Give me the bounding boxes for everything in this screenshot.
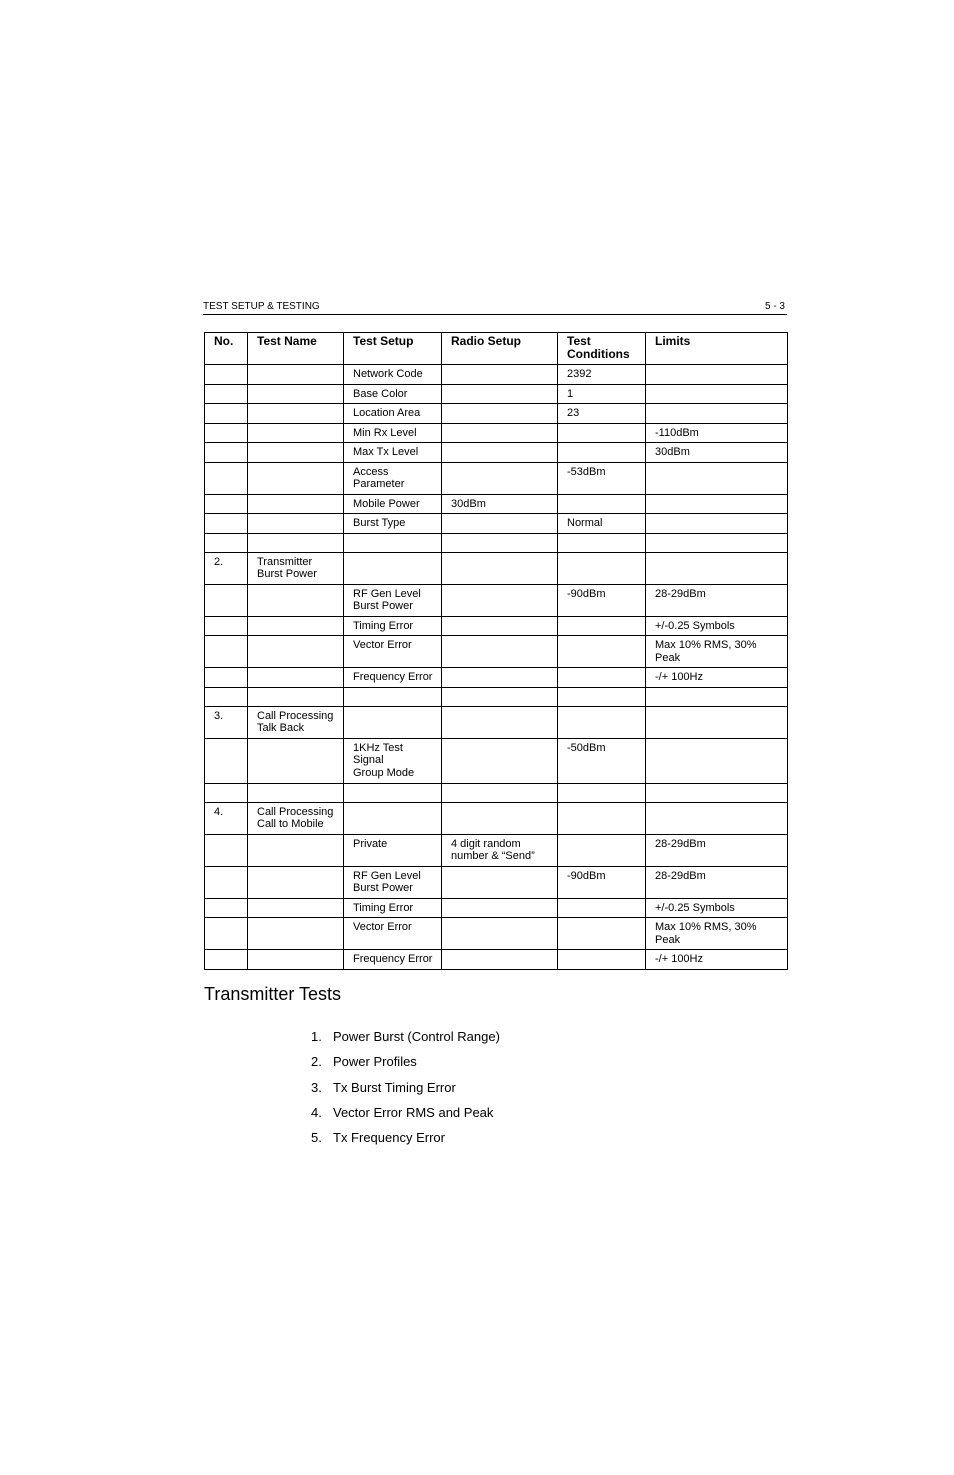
cell-radio-setup bbox=[442, 584, 558, 616]
table-row bbox=[205, 834, 788, 866]
list-item bbox=[311, 1029, 500, 1045]
list-item-number: 3. bbox=[311, 1079, 322, 1095]
cell-test-conditions bbox=[558, 494, 646, 514]
cell-radio-setup bbox=[442, 706, 558, 738]
page-number: 5 - 3 bbox=[764, 301, 785, 312]
cell-limits bbox=[646, 552, 788, 584]
col-header-limits: Limits bbox=[646, 333, 788, 365]
cell-test-setup bbox=[344, 552, 442, 584]
table-row bbox=[205, 950, 788, 970]
table-row bbox=[205, 443, 788, 463]
cell-test-setup bbox=[344, 802, 442, 834]
list-item-number: 5. bbox=[311, 1130, 322, 1146]
cell-test-setup: Frequency Error bbox=[344, 950, 442, 970]
cell-test-conditions: -53dBm bbox=[558, 462, 646, 494]
table-body bbox=[205, 365, 788, 970]
table-row bbox=[205, 636, 788, 668]
cell-test-conditions: 23 bbox=[558, 404, 646, 424]
cell-limits bbox=[646, 365, 788, 385]
cell-limits: 28-29dBm bbox=[646, 866, 788, 898]
table-row bbox=[205, 552, 788, 584]
list-item bbox=[311, 1130, 500, 1146]
cell-no bbox=[205, 616, 248, 636]
cell-test-name bbox=[248, 514, 344, 534]
cell-test-setup: Timing Error bbox=[344, 898, 442, 918]
cell-test-name bbox=[248, 443, 344, 463]
list-item-number: 2. bbox=[311, 1054, 322, 1070]
cell-test-setup: Access Parameter bbox=[344, 462, 442, 494]
cell-test-name bbox=[248, 365, 344, 385]
cell-no bbox=[205, 738, 248, 783]
cell-no: 4. bbox=[205, 802, 248, 834]
cell-test-name bbox=[248, 834, 344, 866]
col-header-test-conditions: Test Conditions bbox=[558, 333, 646, 365]
page-header bbox=[203, 300, 787, 315]
table-row bbox=[205, 404, 788, 424]
cell-no bbox=[205, 898, 248, 918]
cell-no bbox=[205, 783, 248, 802]
list-item-text: Power Burst (Control Range) bbox=[333, 1029, 500, 1044]
cell-radio-setup bbox=[442, 866, 558, 898]
table-row bbox=[205, 514, 788, 534]
cell-no bbox=[205, 423, 248, 443]
cell-test-setup: Location Area bbox=[344, 404, 442, 424]
cell-test-name bbox=[248, 866, 344, 898]
cell-radio-setup bbox=[442, 514, 558, 534]
cell-test-conditions bbox=[558, 636, 646, 668]
cell-test-name: Call Processing Talk Back bbox=[248, 706, 344, 738]
cell-limits bbox=[646, 738, 788, 783]
table-row bbox=[205, 802, 788, 834]
cell-test-conditions: 2392 bbox=[558, 365, 646, 385]
list-item-text: Vector Error RMS and Peak bbox=[333, 1104, 494, 1120]
cell-limits bbox=[646, 687, 788, 706]
cell-limits: 30dBm bbox=[646, 443, 788, 463]
table-row bbox=[205, 423, 788, 443]
cell-test-name bbox=[248, 462, 344, 494]
cell-test-conditions bbox=[558, 668, 646, 688]
cell-test-setup: Max Tx Level bbox=[344, 443, 442, 463]
cell-radio-setup bbox=[442, 384, 558, 404]
cell-test-setup: Mobile Power bbox=[344, 494, 442, 514]
list-item-number: 4. bbox=[311, 1104, 322, 1120]
cell-no: 2. bbox=[205, 552, 248, 584]
cell-limits: -110dBm bbox=[646, 423, 788, 443]
table-row bbox=[205, 866, 788, 898]
cell-test-setup: Frequency Error bbox=[344, 668, 442, 688]
cell-test-conditions bbox=[558, 552, 646, 584]
cell-test-name bbox=[248, 384, 344, 404]
section-label: TEST SETUP & TESTING bbox=[203, 301, 320, 312]
cell-no: 3. bbox=[205, 706, 248, 738]
table-row bbox=[205, 616, 788, 636]
table-row bbox=[205, 365, 788, 385]
cell-radio-setup bbox=[442, 462, 558, 494]
table-row bbox=[205, 584, 788, 616]
col-header-no: No. bbox=[205, 333, 248, 365]
cell-test-setup: Vector Error bbox=[344, 636, 442, 668]
table-row bbox=[205, 687, 788, 706]
col-header-test-setup: Test Setup bbox=[344, 333, 442, 365]
cell-no bbox=[205, 636, 248, 668]
transmitter-tests-list bbox=[311, 1029, 500, 1155]
cell-no bbox=[205, 462, 248, 494]
cell-radio-setup bbox=[442, 802, 558, 834]
cell-radio-setup bbox=[442, 443, 558, 463]
list-item-text: Power Profiles bbox=[333, 1054, 417, 1070]
cell-test-name bbox=[248, 687, 344, 706]
cell-radio-setup bbox=[442, 918, 558, 950]
cell-test-name bbox=[248, 668, 344, 688]
cell-test-setup: Base Color bbox=[344, 384, 442, 404]
table-row bbox=[205, 462, 788, 494]
cell-test-setup: RF Gen Level Burst Power bbox=[344, 866, 442, 898]
cell-limits bbox=[646, 706, 788, 738]
cell-test-setup: Private bbox=[344, 834, 442, 866]
list-item bbox=[311, 1105, 500, 1121]
list-item bbox=[311, 1080, 500, 1096]
cell-test-setup bbox=[344, 783, 442, 802]
cell-test-conditions: Normal bbox=[558, 514, 646, 534]
cell-limits: Max 10% RMS, 30% Peak bbox=[646, 636, 788, 668]
cell-radio-setup bbox=[442, 616, 558, 636]
cell-radio-setup bbox=[442, 423, 558, 443]
cell-test-conditions: -90dBm bbox=[558, 584, 646, 616]
table-row bbox=[205, 898, 788, 918]
cell-test-setup: RF Gen Level Burst Power bbox=[344, 584, 442, 616]
cell-test-conditions bbox=[558, 918, 646, 950]
cell-radio-setup bbox=[442, 404, 558, 424]
cell-test-setup: 1KHz Test Signal Group Mode bbox=[344, 738, 442, 783]
cell-limits bbox=[646, 384, 788, 404]
cell-radio-setup: 30dBm bbox=[442, 494, 558, 514]
table-row bbox=[205, 533, 788, 552]
cell-test-setup: Burst Type bbox=[344, 514, 442, 534]
cell-test-name bbox=[248, 616, 344, 636]
list-item-text: Tx Frequency Error bbox=[333, 1130, 445, 1146]
cell-limits bbox=[646, 462, 788, 494]
section-title: Transmitter Tests bbox=[204, 984, 342, 1004]
cell-test-conditions: -90dBm bbox=[558, 866, 646, 898]
cell-test-name bbox=[248, 918, 344, 950]
cell-no bbox=[205, 404, 248, 424]
test-table bbox=[204, 332, 788, 970]
cell-test-conditions: 1 bbox=[558, 384, 646, 404]
cell-no bbox=[205, 918, 248, 950]
cell-test-name bbox=[248, 423, 344, 443]
cell-test-conditions bbox=[558, 687, 646, 706]
table-row bbox=[205, 384, 788, 404]
cell-no bbox=[205, 866, 248, 898]
cell-limits: 28-29dBm bbox=[646, 834, 788, 866]
cell-limits bbox=[646, 783, 788, 802]
cell-test-name bbox=[248, 494, 344, 514]
cell-test-setup bbox=[344, 706, 442, 738]
cell-no bbox=[205, 950, 248, 970]
cell-radio-setup bbox=[442, 783, 558, 802]
cell-limits bbox=[646, 514, 788, 534]
cell-test-setup: Timing Error bbox=[344, 616, 442, 636]
cell-no bbox=[205, 384, 248, 404]
cell-radio-setup bbox=[442, 668, 558, 688]
table-row bbox=[205, 738, 788, 783]
table-row bbox=[205, 783, 788, 802]
cell-no bbox=[205, 365, 248, 385]
cell-test-conditions bbox=[558, 443, 646, 463]
cell-no bbox=[205, 443, 248, 463]
cell-no bbox=[205, 834, 248, 866]
cell-radio-setup bbox=[442, 687, 558, 706]
cell-test-conditions bbox=[558, 423, 646, 443]
cell-radio-setup bbox=[442, 898, 558, 918]
cell-limits bbox=[646, 494, 788, 514]
cell-test-conditions bbox=[558, 706, 646, 738]
cell-no bbox=[205, 494, 248, 514]
cell-test-conditions bbox=[558, 802, 646, 834]
cell-limits: 28-29dBm bbox=[646, 584, 788, 616]
cell-limits: -/+ 100Hz bbox=[646, 668, 788, 688]
list-item-number: 1. bbox=[311, 1029, 322, 1044]
cell-test-name bbox=[248, 738, 344, 783]
cell-no bbox=[205, 533, 248, 552]
cell-test-conditions bbox=[558, 898, 646, 918]
cell-test-setup: Vector Error bbox=[344, 918, 442, 950]
cell-test-setup: Network Code bbox=[344, 365, 442, 385]
cell-limits: +/-0.25 Symbols bbox=[646, 616, 788, 636]
cell-test-setup bbox=[344, 533, 442, 552]
cell-limits bbox=[646, 404, 788, 424]
list-item-text: Tx Burst Timing Error bbox=[333, 1079, 456, 1095]
cell-test-name bbox=[248, 898, 344, 918]
cell-radio-setup bbox=[442, 365, 558, 385]
cell-limits: +/-0.25 Symbols bbox=[646, 898, 788, 918]
cell-radio-setup bbox=[442, 636, 558, 668]
cell-no bbox=[205, 514, 248, 534]
cell-limits bbox=[646, 533, 788, 552]
table-row bbox=[205, 706, 788, 738]
cell-test-name bbox=[248, 584, 344, 616]
cell-radio-setup bbox=[442, 533, 558, 552]
cell-no bbox=[205, 668, 248, 688]
cell-radio-setup bbox=[442, 738, 558, 783]
table-row bbox=[205, 494, 788, 514]
cell-limits: -/+ 100Hz bbox=[646, 950, 788, 970]
cell-radio-setup: 4 digit random number & “Send” bbox=[442, 834, 558, 866]
cell-test-name bbox=[248, 636, 344, 668]
cell-test-name bbox=[248, 950, 344, 970]
col-header-radio-setup: Radio Setup bbox=[442, 333, 558, 365]
cell-test-setup bbox=[344, 687, 442, 706]
table-header-row bbox=[205, 333, 788, 365]
cell-no bbox=[205, 687, 248, 706]
cell-test-conditions bbox=[558, 950, 646, 970]
cell-test-name bbox=[248, 783, 344, 802]
col-header-test-name: Test Name bbox=[248, 333, 344, 365]
cell-test-conditions bbox=[558, 834, 646, 866]
cell-test-conditions bbox=[558, 533, 646, 552]
cell-radio-setup bbox=[442, 552, 558, 584]
cell-test-conditions bbox=[558, 783, 646, 802]
table-row bbox=[205, 918, 788, 950]
cell-test-conditions: -50dBm bbox=[558, 738, 646, 783]
cell-test-name bbox=[248, 533, 344, 552]
cell-limits: Max 10% RMS, 30% Peak bbox=[646, 918, 788, 950]
cell-test-name: Transmitter Burst Power bbox=[248, 552, 344, 584]
cell-test-name bbox=[248, 404, 344, 424]
cell-test-conditions bbox=[558, 616, 646, 636]
table-row bbox=[205, 668, 788, 688]
cell-limits bbox=[646, 802, 788, 834]
cell-radio-setup bbox=[442, 950, 558, 970]
cell-test-setup: Min Rx Level bbox=[344, 423, 442, 443]
list-item bbox=[311, 1054, 500, 1070]
cell-test-name: Call Processing Call to Mobile bbox=[248, 802, 344, 834]
cell-no bbox=[205, 584, 248, 616]
